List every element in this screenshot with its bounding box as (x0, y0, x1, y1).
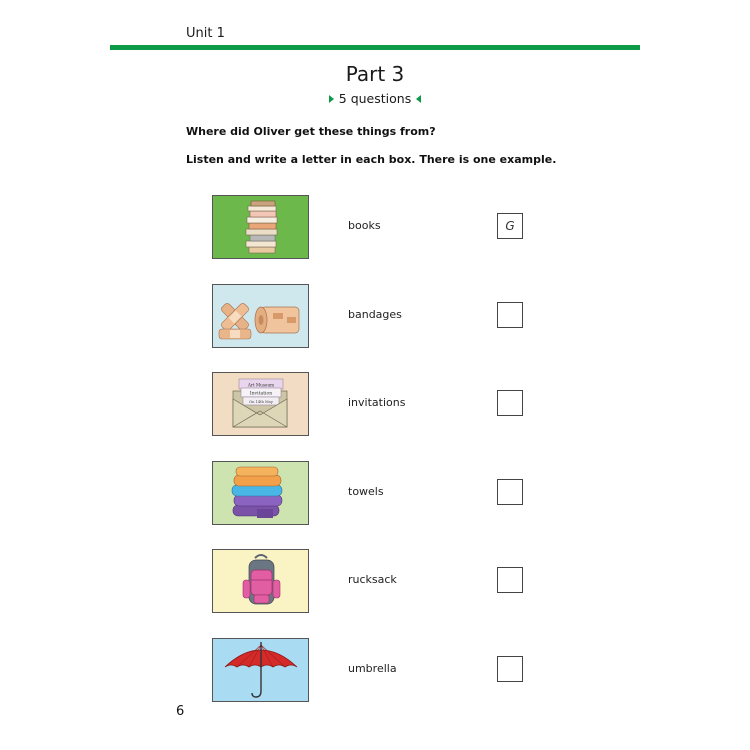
list-item (0, 549, 750, 613)
rucksack-icon (213, 550, 308, 612)
page-number: 6 (176, 704, 185, 719)
question-count (0, 91, 750, 106)
question-count-text: 5 questions (338, 91, 412, 106)
header-rule (110, 45, 640, 50)
card-text-invitation: Invitation (249, 391, 273, 397)
envelope-icon (213, 373, 308, 435)
list-item (0, 461, 750, 525)
instruction-task: Listen and write a letter in each box. There is one example. (186, 153, 557, 166)
item-label-towels: towels (348, 485, 384, 498)
triangle-right-icon (329, 95, 334, 103)
answer-box-rucksack[interactable] (497, 567, 523, 593)
rucksack-picture (212, 549, 309, 613)
answer-box-bandages[interactable] (497, 302, 523, 328)
bandages-picture (212, 284, 309, 348)
card-text-museum: Art Museum (247, 382, 275, 388)
bandages-icon (213, 285, 308, 347)
umbrella-icon (213, 639, 308, 701)
towels-icon (213, 462, 308, 524)
invitations-picture (212, 372, 309, 436)
list-item (0, 372, 750, 436)
item-label-books: books (348, 219, 381, 232)
instruction-question: Where did Oliver get these things from? (186, 125, 436, 138)
list-item (0, 284, 750, 348)
unit-label: Unit 1 (186, 26, 225, 41)
towels-picture (212, 461, 309, 525)
item-label-umbrella: umbrella (348, 662, 397, 675)
list-item (0, 195, 750, 259)
answer-box-invitations[interactable] (497, 390, 523, 416)
triangle-left-icon (416, 95, 421, 103)
books-icon (213, 196, 308, 258)
answer-box-books[interactable]: G (497, 213, 523, 239)
list-item (0, 638, 750, 702)
item-label-invitations: invitations (348, 396, 406, 409)
item-label-rucksack: rucksack (348, 573, 397, 586)
answer-box-towels[interactable] (497, 479, 523, 505)
card-text-date: On 14th May (249, 400, 273, 404)
books-picture (212, 195, 309, 259)
umbrella-picture (212, 638, 309, 702)
page-title: Part 3 (345, 62, 405, 86)
answer-box-umbrella[interactable] (497, 656, 523, 682)
item-label-bandages: bandages (348, 308, 402, 321)
